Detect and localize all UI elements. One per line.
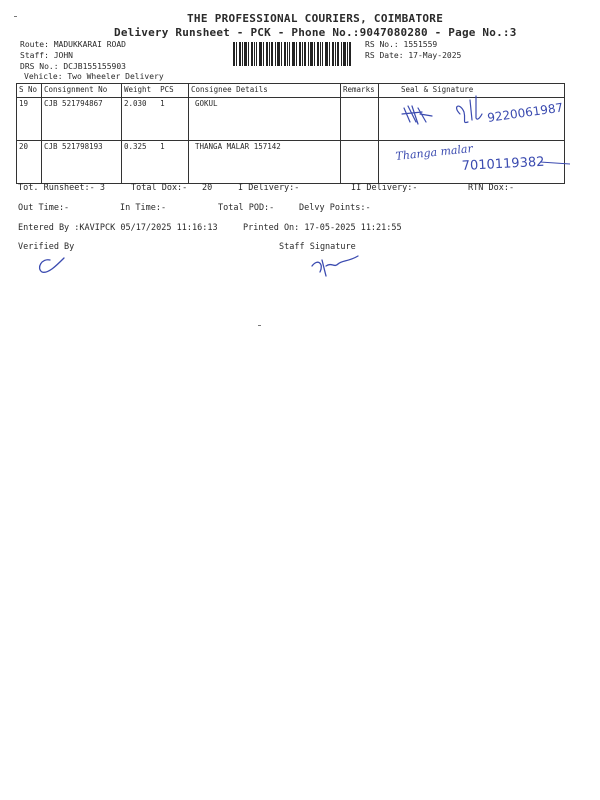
rtn-dox: RTN Dox:-	[468, 183, 515, 193]
col-header-seal: Seal & Signature	[379, 84, 565, 98]
in-time: In Time:-	[120, 203, 167, 213]
cell-remarks	[341, 98, 379, 141]
out-time: Out Time:-	[18, 203, 70, 213]
i-delivery: I Delivery:-	[238, 183, 300, 193]
verified-signature	[34, 254, 68, 276]
cell-remarks	[341, 141, 379, 184]
verified-by-label: Verified By	[18, 242, 75, 252]
total-pod: Total POD:-	[218, 203, 275, 213]
delvy-points: Delvy Points:-	[299, 203, 371, 213]
cell-weight-pcs	[122, 98, 189, 141]
runsheet-subtitle: Delivery Runsheet - PCK - Phone No.:9047080280 - Page No.:3	[114, 26, 517, 39]
cell-consignment: CJB 521794867	[42, 98, 122, 141]
seal-signature-1	[390, 92, 580, 132]
col-header-pcs: PCS	[160, 85, 174, 94]
col-header-consignment: Consignment No	[42, 84, 122, 98]
col-header-weight-pcs	[122, 84, 189, 98]
staff-signature-label: Staff Signature	[279, 242, 356, 252]
svg-text:Thanga malar: Thanga malar	[394, 141, 474, 163]
rs-date: RS Date: 17-May-2025	[365, 51, 462, 60]
scan-speck	[14, 16, 17, 17]
cell-pcs: 1	[160, 99, 165, 108]
svg-text:9220061987: 9220061987	[486, 100, 565, 125]
entered-by: Entered By :KAVIPCK 05/17/2025 11:16:13	[18, 223, 218, 233]
staff-signature	[308, 252, 364, 278]
total-dox-value: 20	[202, 183, 213, 193]
tot-runsheet: Tot. Runsheet:- 3	[18, 183, 105, 193]
cell-pcs: 1	[160, 142, 165, 151]
barcode	[233, 42, 351, 66]
drs-number: DRS No.: DCJB155155903	[20, 62, 126, 71]
cell-weight: 0.325	[124, 142, 147, 151]
company-title: THE PROFESSIONAL COURIERS, COIMBATORE	[187, 12, 444, 25]
vehicle-label: Vehicle: Two Wheeler Delivery	[24, 72, 164, 81]
col-header-consignee: Consignee Details	[189, 84, 341, 98]
cell-consignee: GOKUL	[189, 98, 341, 141]
col-header-remarks: Remarks	[341, 84, 379, 98]
seal-signature-2	[390, 138, 590, 178]
cell-sno: 20	[17, 141, 42, 184]
cell-consignment: CJB 521798193	[42, 141, 122, 184]
cell-sno: 19	[17, 98, 42, 141]
cell-weight-pcs	[122, 141, 189, 184]
cell-consignee: THANGA MALAR 157142	[189, 141, 341, 184]
svg-text:7010119382: 7010119382	[461, 154, 545, 174]
route-label: Route: MADUKKARAI ROAD	[20, 40, 126, 49]
scan-mark	[258, 325, 261, 326]
col-header-sno: S No	[17, 84, 42, 98]
col-header-weight: Weight	[124, 85, 152, 94]
ii-delivery: II Delivery:-	[351, 183, 418, 193]
cell-weight: 2.030	[124, 99, 147, 108]
total-dox-label: Total Dox:-	[131, 183, 188, 193]
printed-on: Printed On: 17-05-2025 11:21:55	[243, 223, 402, 233]
staff-label: Staff: JOHN	[20, 51, 73, 60]
rs-number: RS No.: 1551559	[365, 40, 438, 49]
